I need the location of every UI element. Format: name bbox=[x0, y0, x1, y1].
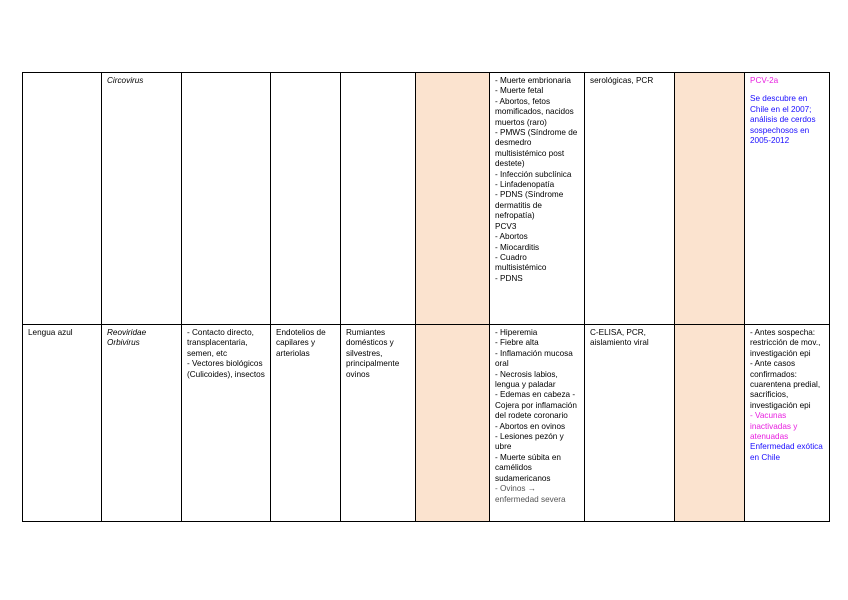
list-item: - Lesiones pezón y ubre bbox=[495, 432, 564, 452]
list-item: - Linfadenopatía bbox=[495, 180, 555, 190]
control-note: Se descubre en Chile en el 2007; análisis de cerdos sospechosos en 2005-2012 bbox=[750, 94, 816, 146]
transmission-cell bbox=[182, 325, 271, 522]
list-item: - Muerte fetal bbox=[495, 86, 544, 96]
disease-cell: Lengua azul bbox=[23, 325, 102, 522]
list-item: - Antes sospecha: restricción de mov., investigación epi bbox=[750, 328, 821, 358]
list-item: - PDNS (Síndrome dermatitis de nefropatía) bbox=[495, 190, 564, 221]
list-item: - Infección subclínica bbox=[495, 169, 572, 179]
list-item: PCV3 bbox=[495, 221, 517, 231]
list-item: - Vectores biológicos (Culicoides), insectos bbox=[187, 359, 265, 379]
diagnosis-cell: C-ELISA, PCR, aislamiento viral bbox=[585, 325, 675, 522]
signs-cell bbox=[490, 325, 585, 522]
disease-cell bbox=[23, 73, 102, 325]
shaded-cell bbox=[675, 73, 745, 325]
list-item: - Ante casos confirmados: cuarentena predial, sacrificios, investigación epi bbox=[750, 359, 821, 410]
disease-table bbox=[22, 72, 830, 522]
hosts-cell: Rumiantes domésticos y silvestres, principalmente ovinos bbox=[341, 325, 416, 522]
list-item: - Ovinos → enfermedad severa bbox=[495, 484, 566, 504]
list-item: - Muerte embrionaria bbox=[495, 76, 571, 85]
vaccines-note: - Vacunas inactivadas y atenuadas bbox=[750, 411, 798, 442]
shaded-cell bbox=[416, 73, 490, 325]
cells-cell bbox=[271, 73, 341, 325]
list-item: - Contacto directo, transplacentaria, semen, etc bbox=[187, 328, 254, 358]
list-item: - PMWS (Síndrome de desmedro multisistémico post destete) bbox=[495, 128, 578, 169]
signs-cell bbox=[490, 73, 585, 325]
list-item: - Edemas en cabeza - Cojera por inflamación del rodete coronario bbox=[495, 390, 577, 421]
transmission-cell bbox=[182, 73, 271, 325]
shaded-cell bbox=[675, 325, 745, 522]
list-item: - Inflamación mucosa oral bbox=[495, 348, 573, 369]
pcv-label: PCV-2a bbox=[750, 76, 779, 85]
exotic-note: Enfermedad exótica en Chile bbox=[750, 442, 823, 462]
control-cell bbox=[745, 325, 830, 522]
list-item: - Abortos en ovinos bbox=[495, 421, 566, 431]
control-cell bbox=[745, 73, 830, 325]
list-item: - Cuadro multisistémico bbox=[495, 252, 547, 273]
diagnosis-cell: serológicas, PCR bbox=[585, 73, 675, 325]
list-item: - Miocarditis bbox=[495, 242, 540, 252]
list-item: - Abortos bbox=[495, 232, 528, 242]
shaded-cell bbox=[416, 325, 490, 522]
table-row bbox=[23, 73, 830, 325]
list-item: - Necrosis labios, lengua y paladar bbox=[495, 369, 558, 390]
list-item: - PDNS bbox=[495, 273, 523, 283]
list-item: - Abortos, fetos momificados, nacidos muertos (raro) bbox=[495, 96, 574, 127]
hosts-cell bbox=[341, 73, 416, 325]
list-item: - Muerte súbita en camélidos sudamericanos bbox=[495, 452, 561, 483]
agent-cell: Reoviridae Orbivirus bbox=[102, 325, 182, 522]
agent-cell: Circovirus bbox=[102, 73, 182, 325]
list-item: - Hiperemia bbox=[495, 328, 538, 337]
cells-cell: Endotelios de capilares y arteriolas bbox=[271, 325, 341, 522]
list-item: - Fiebre alta bbox=[495, 338, 539, 348]
table-row bbox=[23, 325, 830, 522]
